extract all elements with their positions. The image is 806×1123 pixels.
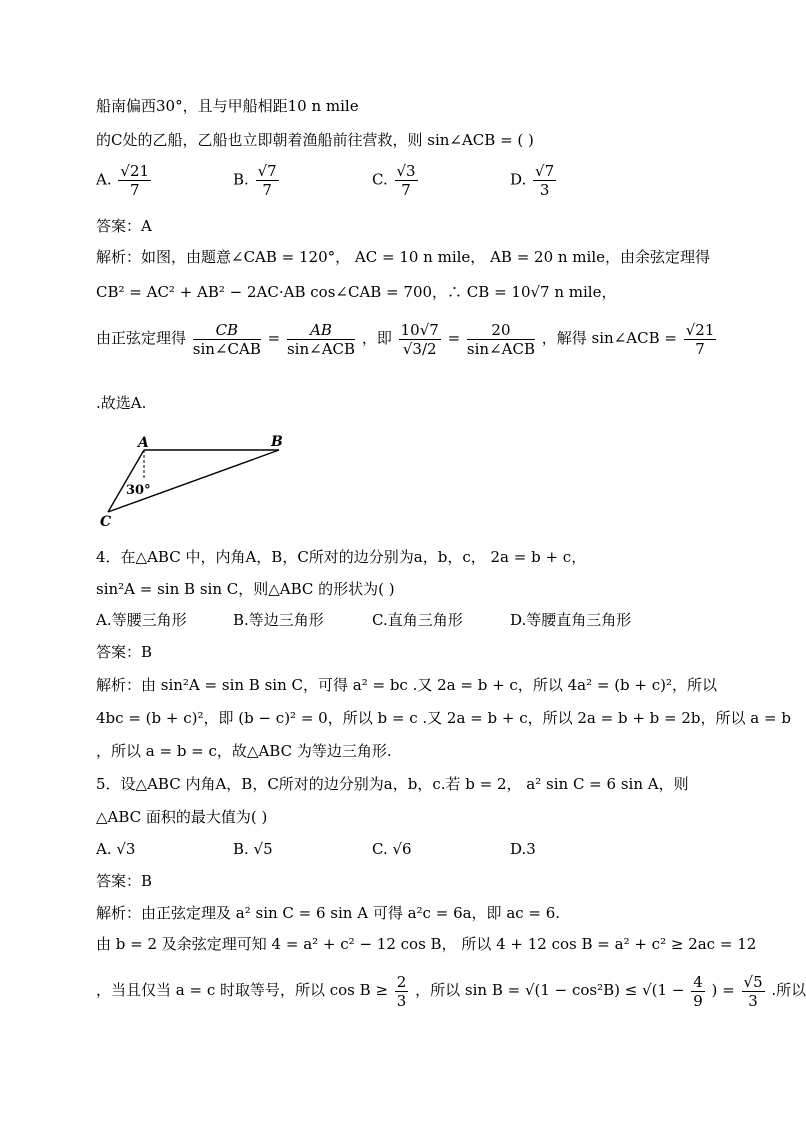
q5-solution-line1: 解析：由正弦定理及 a² sin C = 6 sin A 可得 a²c = 6a，即 ac = 6. — [96, 904, 561, 922]
q3-stem-line1: 船南偏西30°，且与甲船相距10 n mile — [96, 97, 359, 115]
q3-conclusion: .故选A. — [96, 394, 147, 412]
q4-option-b: B.等边三角形 — [233, 611, 324, 629]
vertex-c-label: C — [100, 514, 112, 530]
q4-solution-line3: ，所以 a = b = c，故△ABC 为等边三角形. — [96, 742, 392, 760]
angle-label: 30° — [126, 483, 151, 498]
q5-answer: 答案：B — [96, 872, 153, 890]
q4-option-c: C.直角三角形 — [372, 611, 463, 629]
q3-option-d: D. $\frac{√7}{3}$ — [510, 162, 555, 199]
q4-option-d: D.等腰直角三角形 — [510, 611, 632, 629]
q5-option-a: A. √3 — [96, 840, 136, 858]
q4-solution-line2: 4bc = (b + c)²，即 (b − c)² = 0，所以 b = c .又 2a = b + c，所以 2a = b + b = 2b，所以 a = b — [96, 709, 791, 727]
q3-solution-line3: 由正弦定理得 $\frac{CB}{\text{sin∠CAB}}$ = $\frac{AB}{\text{sin∠ACB}}$ ，即 $\frac{10√7}{√3/2}$ = $\frac{20}{\text{sin∠ACB}}$ ，解得 sin∠ACB = $\frac{√21}{7}$ — [96, 320, 715, 358]
q5-stem-line1: 5．设△ABC 内角A，B，C所对的边分别为a，b，c.若 b = 2， a² sin C = 6 sin A，则 — [96, 775, 689, 793]
q5-stem-line2: △ABC 面积的最大值为( ) — [96, 808, 268, 826]
triangle-figure — [96, 430, 296, 530]
q4-option-a: A.等腰三角形 — [96, 611, 187, 629]
q4-answer: 答案：B — [96, 643, 153, 661]
q3-answer: 答案：A — [96, 217, 152, 235]
q5-option-c: C. √6 — [372, 840, 412, 858]
q3-stem-line2: 的C处的乙船，乙船也立即朝着渔船前往营救，则 sin∠ACB = ( ) — [96, 131, 534, 149]
q4-stem-line2: sin²A = sin B sin C，则△ABC 的形状为( ) — [96, 580, 395, 598]
vertex-a-label: A — [138, 435, 149, 451]
q3-option-b: B. $\frac{√7}{7}$ — [233, 162, 277, 199]
q5-solution-line3: ，当且仅当 a = c 时取等号，所以 cos B ≥ $\frac{2}{3}$ ，所以 sin B = √(1 − cos²B) ≤ √(1 − $\frac{4}{9}$ ) = $\frac{√5}{3}$ .所以 — [96, 972, 806, 1010]
q3-option-a: A. $\frac{√21}{7}$ — [96, 162, 150, 199]
q4-stem-line1: 4．在△ABC 中，内角A，B，C所对的边分别为a，b，c， 2a = b + c， — [96, 548, 587, 566]
vertex-b-label: B — [271, 434, 283, 450]
q3-option-c: C. $\frac{√3}{7}$ — [372, 162, 416, 199]
q3-solution-line2: CB² = AC² + AB² − 2AC·AB cos∠CAB = 700，∴ CB = 10√7 n mile， — [96, 283, 617, 301]
q5-option-b: B. √5 — [233, 840, 273, 858]
q5-option-d: D.3 — [510, 840, 536, 858]
q5-solution-line2: 由 b = 2 及余弦定理可知 4 = a² + c² − 12 cos B， 所以 4 + 12 cos B = a² + c² ≥ 2ac = 12 — [96, 935, 757, 953]
q3-solution-line1: 解析：如图，由题意∠CAB = 120°， AC = 10 n mile， AB = 20 n mile，由余弦定理得 — [96, 248, 711, 266]
q4-solution-line1: 解析：由 sin²A = sin B sin C，可得 a² = bc .又 2a = b + c，所以 4a² = (b + c)²，所以 — [96, 676, 718, 694]
